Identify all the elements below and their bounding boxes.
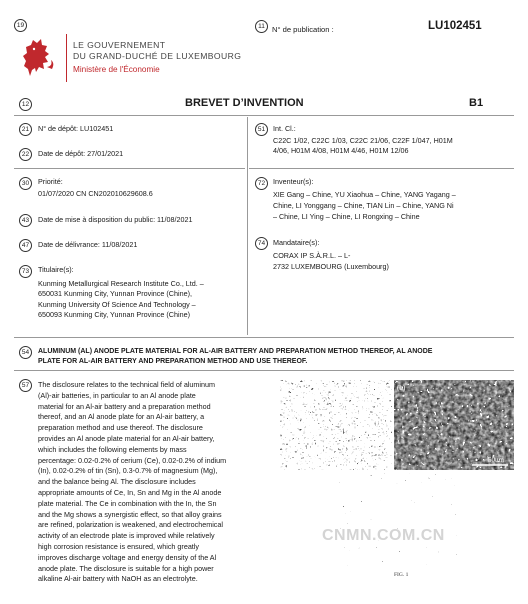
abstract-line: thereof, and an Al anode plate for an Al-air battery, a <box>38 412 205 422</box>
field-code-12: 12 <box>19 98 32 111</box>
field-code-43: 43 <box>19 214 32 227</box>
invention-title-line: ALUMINUM (AL) ANODE PLATE MATERIAL FOR AL-AIR BATTERY AND PREPARATION METHOD THEREOF, AL ANODE <box>38 348 433 355</box>
abstract-line: activity of an electrode plate is improved while relatively <box>38 531 215 541</box>
abstract-divider <box>14 370 514 371</box>
abstract-line: alkaline Al-air battery with NaOH as an electrolyte. <box>38 574 198 584</box>
deposit-number: N° de dépôt: LU102451 <box>38 124 114 133</box>
abstract-line: provides an Al anode plate material for an Al-air battery, <box>38 434 215 443</box>
holders-line: 650031 Kunming City, Yunnan Province (Chine), <box>38 289 192 298</box>
field-code-72: 72 <box>255 177 268 190</box>
invention-title-line: PLATE FOR AL-AIR BATTERY AND PREPARATION METHOD AND USE THEREOF. <box>38 358 308 365</box>
abstract-line: preparation method and use thereof. The disclosure <box>38 423 203 433</box>
priority-label: Priorité: <box>38 177 63 186</box>
field-code-22: 22 <box>19 148 32 161</box>
holders-line: Kunming Metallurgical Research Institute Co., Ltd. – <box>38 279 204 288</box>
field-code-57: 57 <box>19 379 32 392</box>
inventors-line: Chine, LI Yonggang – Chine, TIAN Lin – Chine, YANG Ni <box>273 201 454 210</box>
inventors-line: XIE Gang – Chine, YU Xiaohua – Chine, YANG Yagang – <box>273 190 456 199</box>
agent-label: Mandataire(s): <box>273 238 320 247</box>
section-divider <box>14 337 514 338</box>
holders-line: 650093 Kunming City, Yunnan Province (Chine) <box>38 310 190 319</box>
deposit-date: Date de dépôt: 27/01/2021 <box>38 149 124 158</box>
agent-line: CORAX IP S.À.R.L. – L- <box>273 251 351 260</box>
priority-value: 01/07/2020 CN CN202010629608.6 <box>38 189 153 198</box>
left-divider-1 <box>14 168 245 169</box>
luxembourg-lion-logo <box>18 36 58 78</box>
abstract-line: are refined, polarization is weakened, and electrochemical <box>38 520 223 530</box>
abstract-line: material for an Al-air battery and a preparation method <box>38 401 211 411</box>
holders-line: Kunming University Of Science And Technology – <box>38 300 196 309</box>
field-code-19: 19 <box>14 19 27 32</box>
abstract-line: (In), 0.02-0.2% of tin (Sn), 0.3-0.7% of magnesium (Mg), <box>38 466 218 476</box>
inventors-line: – Chine, LI Ying – Chine, LI Rongxing – Chine <box>273 212 420 221</box>
public-availability-date: Date de mise à disposition du public: 11/08/2021 <box>38 215 193 224</box>
field-code-51: 51 <box>255 123 268 136</box>
government-line-2: DU GRAND-DUCHÉ DE LUXEMBOURG <box>73 51 242 61</box>
field-code-21: 21 <box>19 123 32 136</box>
title-divider <box>14 115 514 116</box>
publication-number: LU102451 <box>428 20 482 32</box>
document-title: BREVET D’INVENTION <box>185 97 304 109</box>
agent-line: 2732 LUXEMBOURG (Luxembourg) <box>273 262 389 271</box>
scale-label-c: 50um <box>434 551 450 559</box>
abstract-line: anode plate. The disclosure is suitable for a high power <box>38 563 214 573</box>
classification-line: C22C 1/02, C22C 1/03, C22C 21/06, C22F 1/047, H01M <box>273 136 453 145</box>
field-code-74: 74 <box>255 237 268 250</box>
field-code-54: 54 <box>19 346 32 359</box>
field-code-73: 73 <box>19 265 32 278</box>
classification-label: Int. Cl.: <box>273 124 296 133</box>
abstract-line: and the balance being Al. The disclosure includes <box>38 477 196 487</box>
abstract-line: and the Mg shows a synergistic effect, so that alloy grains <box>38 509 222 519</box>
field-code-30: 30 <box>19 177 32 190</box>
grant-date: Date de délivrance: 11/08/2021 <box>38 240 138 249</box>
field-code-11: 11 <box>255 20 268 33</box>
abstract-line: high corrosion resistance is ensured, which greatly <box>38 542 199 551</box>
right-divider-1 <box>249 168 514 169</box>
abstract-line: improves discharge voltage and energy density of the Al <box>38 552 217 562</box>
scale-label-b: 50um <box>488 456 504 464</box>
publication-label: N° de publication : <box>272 25 334 34</box>
inventors-label: Inventeur(s): <box>273 177 314 186</box>
government-line-1: LE GOUVERNEMENT <box>73 40 166 50</box>
column-divider <box>247 117 248 335</box>
abstract-line: appropriate amounts of Ce, In, Sn and Mg in the Al anode <box>38 488 222 497</box>
panel-label-b: (b) <box>397 384 406 392</box>
abstract-line: plate material. The Ce in combination with the In, the Sn <box>38 498 217 508</box>
abstract-line: (Al)-air batteries, in particular to an Al anode plate <box>38 390 196 400</box>
panel-label-c: (c) <box>338 476 346 484</box>
header-divider <box>66 34 67 82</box>
watermark: CNMN.COM.CN <box>322 527 445 544</box>
classification-line: 4/06, H01M 4/08, H01M 4/46, H01M 12/06 <box>273 146 409 155</box>
micrograph-figure <box>280 380 514 595</box>
abstract-line: which includes the following elements by mass <box>38 444 187 454</box>
abstract-line: The disclosure relates to the technical field of aluminum <box>38 380 215 389</box>
micrograph-svg <box>280 380 514 595</box>
abstract-line: percentage: 0.02-0.2% of cerium (Ce), 0.02-0.2% of indium <box>38 455 227 465</box>
figure-caption: FIG. 1 <box>394 572 409 578</box>
scale-label-a: 50um <box>372 456 388 464</box>
field-code-47: 47 <box>19 239 32 252</box>
panel-label-a: (a) <box>282 384 290 392</box>
document-kind-code: B1 <box>469 97 484 109</box>
ministry-name: Ministère de l'Économie <box>73 65 160 74</box>
holders-label: Titulaire(s): <box>38 265 74 274</box>
